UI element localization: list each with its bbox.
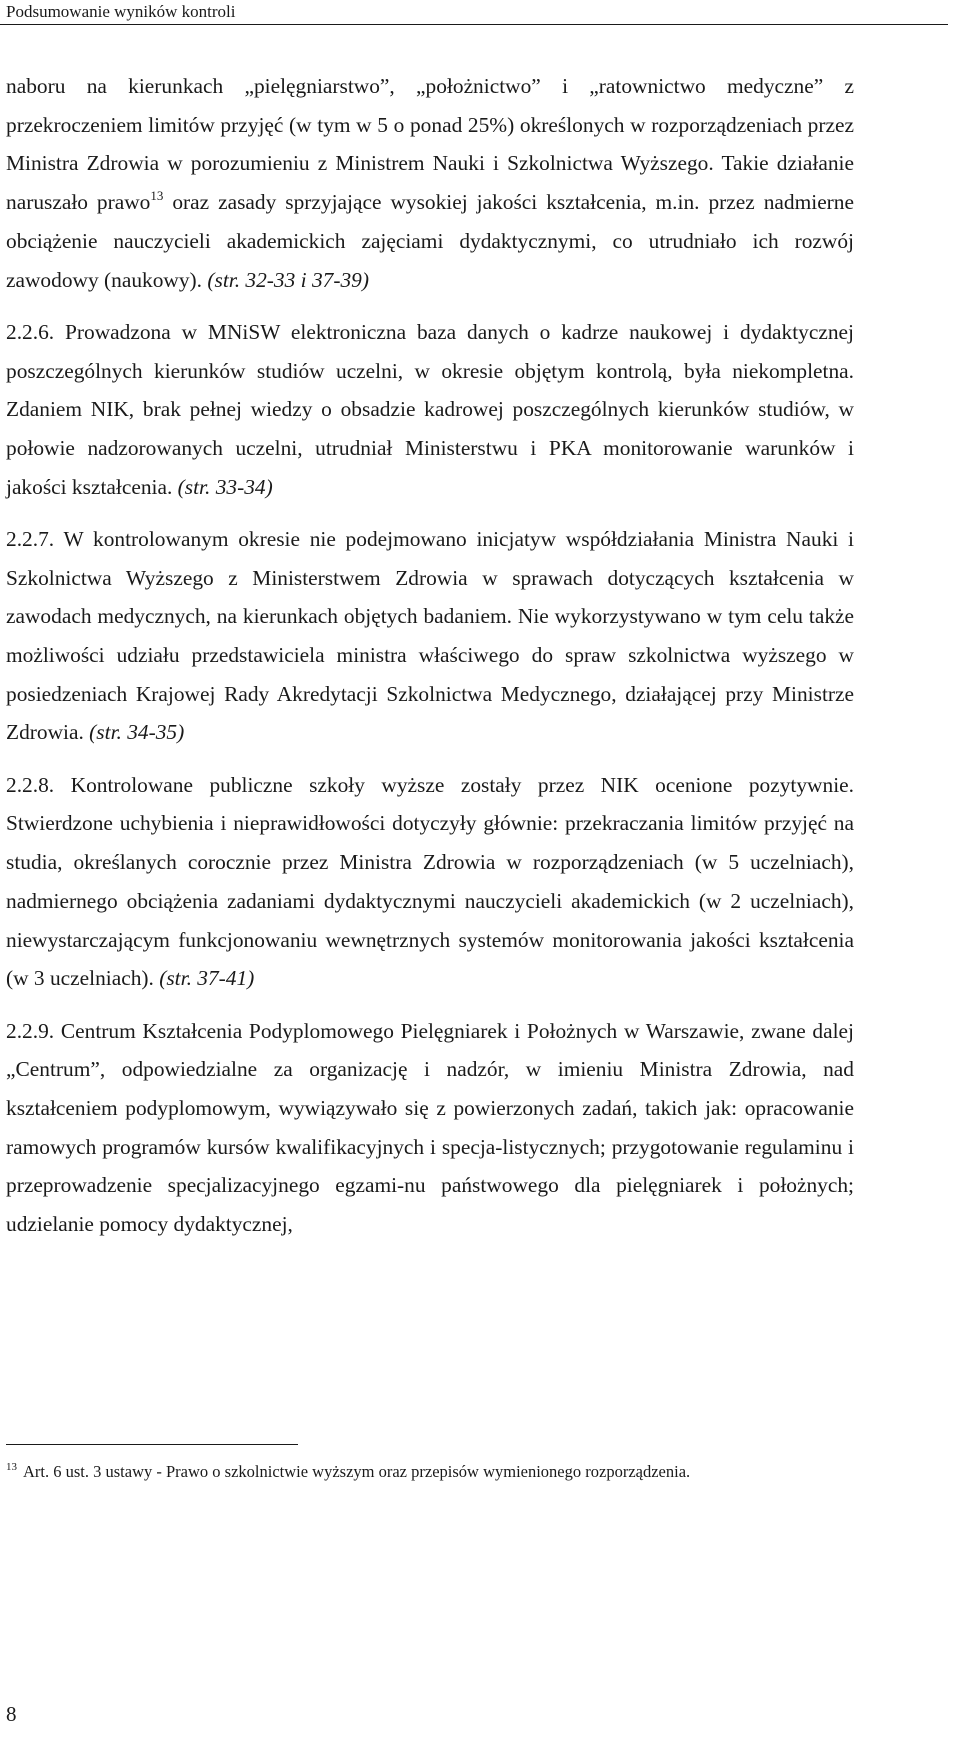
paragraph <box>6 766 854 998</box>
paragraph-text: Centrum Kształcenia Podyplomowego Pielęgniarek i Położnych w Warszawie, zwane dalej „Centrum”, odpowiedzialne za organizację i nadzór, w imieniu Ministra Zdrowia, nad kształceniem podyplomowym, wywiązywało się z powierzonych zadań, takich jak: opracowanie ramowych programów kursów kwalifikacyjnych i specja-listycznych; przygotowanie regulaminu i przeprowadzenie specjalizacyjnego egzami-nu państwowego dla pielęgniarek i położnych; udzielanie pomocy dydaktycznej, <box>6 1018 854 1237</box>
section-number: 2.2.6. <box>6 319 55 344</box>
document-body <box>6 67 854 1244</box>
paragraph <box>6 520 854 752</box>
paragraph <box>6 1012 854 1244</box>
footnote-text: Art. 6 ust. 3 ustawy - Prawo o szkolnictwie wyższym oraz przepisów wymienionego rozporządzenia. <box>23 1462 691 1481</box>
footnote-reference: 13 <box>150 188 164 204</box>
page-reference: (str. 32-33 i 37-39) <box>207 267 369 292</box>
footnote-marker: 13 <box>6 1461 17 1473</box>
page-number: 8 <box>6 1702 17 1726</box>
paragraph-text: oraz zasady sprzyjające wysokiej jakości kształcenia, m.in. przez nadmierne obciążenie nauczycieli akademickich zajęciami dydaktycznymi, co utrudniało ich rozwój zawodowy (naukowy). <box>6 190 854 292</box>
page-reference: (str. 33-34) <box>177 474 273 499</box>
paragraph-text: W kontrolowanym okresie nie podejmowano inicjatyw współdziałania Ministra Nauki i Szkolnictwa Wyższego z Ministerstwem Zdrowia w sprawach dotyczących kształcenia w zawodach medycznych, na kierunkach objętych badaniem. Nie wykorzystywano w tym celu także możliwości udziału przedstawiciela ministra właściwego do spraw szkolnictwa wyższego w posiedzeniach Krajowej Rady Akredytacji Szkolnictwa Medycznego, działającej przy Ministrze Zdrowia. <box>6 526 854 745</box>
page-header <box>0 0 960 27</box>
header-title: Podsumowanie wyników kontroli <box>6 2 236 21</box>
section-number: 2.2.9. <box>6 1018 55 1043</box>
paragraph-text: Kontrolowane publiczne szkoły wyższe zostały przez NIK ocenione pozytywnie. Stwierdzone uchybienia i nieprawidłowości dotyczyły głównie: przekraczania limitów przyjęć na studia, określanych corocznie przez Ministra Zdrowia w rozporządzeniach (w 5 uczelniach), nadmiernego obciążenia zadaniami dydaktycznymi nauczycieli akademickich (w 2 uczelniach), niewystarczającym funkcjonowaniu wewnętrznych systemów monitorowania jakości kształcenia (w 3 uczelniach). <box>6 772 854 991</box>
paragraph-text: naboru na kierunkach „pielęgniarstwo”, „położnictwo” i „ratownictwo medyczne” z przekroczeniem limitów przyjęć (w tym w 5 o ponad 25%) określonych w rozporządzeniach przez Ministra Zdrowia w porozumieniu z Ministrem Nauki i Szkolnictwa Wyższego. Takie działanie naruszało prawo <box>6 74 854 215</box>
paragraph-text: Prowadzona w MNiSW elektroniczna baza danych o kadrze naukowej i dydaktycznej poszczególnych kierunków studiów uczelni, w okresie objętym kontrolą, była niekompletna. Zdaniem NIK, brak pełnej wiedzy o obsadzie kadrowej poszczególnych kierunków studiów, w połowie nadzorowanych uczelni, utrudniał Ministerstwu i PKA monitorowanie warunków i jakości kształcenia. <box>6 319 854 499</box>
section-number: 2.2.7. <box>6 526 55 551</box>
page-reference: (str. 34-35) <box>89 720 185 745</box>
footnote <box>6 1461 906 1483</box>
paragraph <box>6 313 854 507</box>
footnote-separator <box>6 1444 298 1445</box>
paragraph <box>6 67 854 299</box>
section-number: 2.2.8. <box>6 772 55 797</box>
header-rule <box>0 24 948 25</box>
page-reference: (str. 37-41) <box>159 966 255 991</box>
